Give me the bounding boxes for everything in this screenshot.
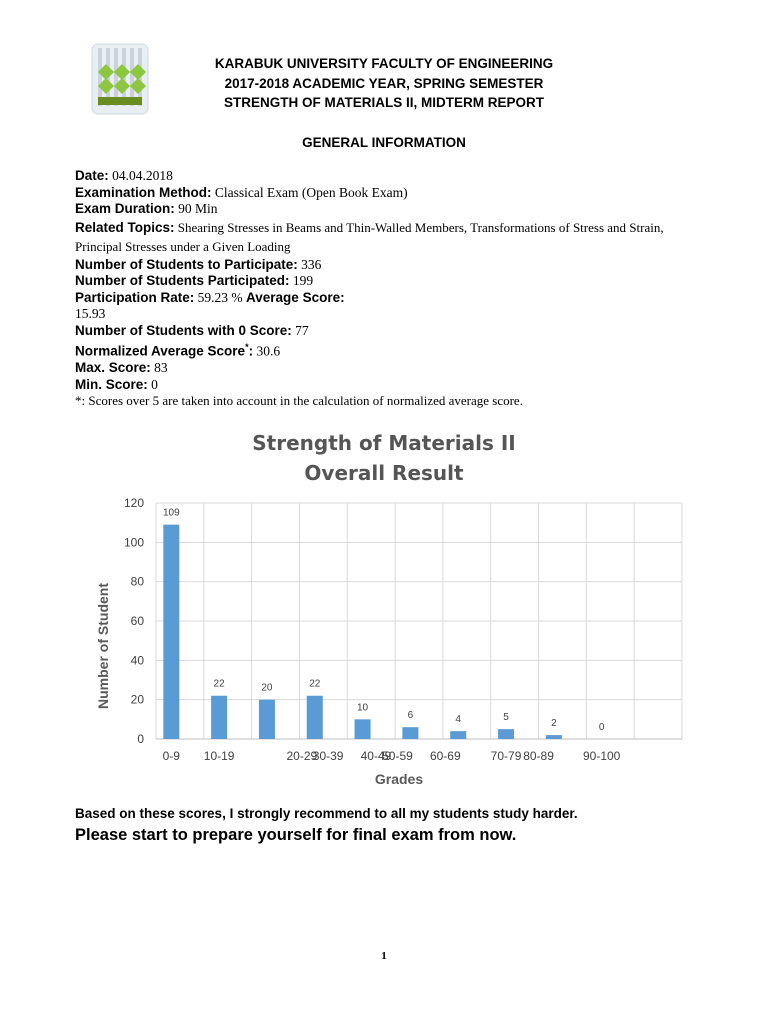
- document-header: [150, 54, 618, 113]
- x-tick-label: 40-49: [360, 749, 392, 763]
- topics-label: Related Topics:: [75, 219, 175, 235]
- x-tick-label: 10-19: [203, 749, 235, 763]
- x-tick-label: 30-39: [312, 749, 344, 763]
- avg-value-row: [75, 306, 690, 323]
- bar: [498, 729, 514, 739]
- norm-star: *: [245, 342, 249, 352]
- norm-value: 30.6: [256, 343, 281, 359]
- min-label: Min. Score:: [75, 376, 148, 392]
- y-axis-title: Number of Student: [95, 583, 111, 709]
- method-value: Classical Exam (Open Book Exam): [214, 184, 408, 200]
- participated-value: 199: [292, 273, 314, 288]
- bar: [402, 727, 418, 739]
- y-tick-label: 80: [130, 574, 144, 589]
- y-tick-label: 0: [137, 732, 144, 746]
- bar-value-label: 4: [455, 714, 461, 726]
- x-tick-label: 60-69: [429, 749, 461, 763]
- min-value: 0: [151, 376, 158, 392]
- bar: [307, 696, 323, 739]
- duration-row: [75, 201, 690, 218]
- to-participate-row: [75, 257, 690, 274]
- bar-value-label: 0: [598, 722, 605, 733]
- bar-value-label: 5: [503, 712, 509, 724]
- avg-label: Average Score:: [246, 289, 345, 305]
- header-report-title: STRENGTH OF MATERIALS II, MIDTERM REPORT: [224, 95, 544, 110]
- to-participate-label: Number of Students to Participate:: [75, 256, 298, 272]
- norm-colon: :: [248, 343, 254, 359]
- bar-value-label: 109: [162, 507, 180, 519]
- max-value: 83: [154, 360, 168, 375]
- zero-row: [75, 323, 690, 340]
- final-exam-notice: Please start to prepare yourself for final exam from now.: [75, 826, 517, 844]
- footnote: *: Scores over 5 are taken into account in the calculation of normalized average score.: [75, 393, 523, 408]
- x-tick-label: 70-79: [490, 749, 522, 763]
- bar-value-label: 22: [309, 678, 321, 690]
- x-tick-label: 0-9: [162, 749, 180, 763]
- x-axis-title: Grades: [374, 771, 424, 787]
- x-tick-label: 20-29: [286, 749, 318, 763]
- topics-row: [75, 218, 690, 257]
- x-tick-label: 50-59: [382, 749, 413, 763]
- max-label: Max. Score:: [75, 360, 151, 375]
- bar: [355, 719, 371, 739]
- y-tick-label: 120: [123, 496, 144, 510]
- max-row: [75, 360, 690, 377]
- rate-label: Participation Rate:: [75, 289, 195, 305]
- to-participate-value: 336: [301, 256, 322, 272]
- y-tick-label: 20: [130, 692, 144, 707]
- header-academic-year: 2017-2018 ACADEMIC YEAR, SPRING SEMESTER: [224, 75, 544, 91]
- duration-label: Exam Duration:: [75, 201, 175, 216]
- avg-value: 15.93: [75, 306, 106, 321]
- bar: [450, 731, 466, 739]
- y-tick-label: 100: [123, 535, 144, 550]
- bar-value-label: 10: [357, 702, 369, 714]
- recommendation-text: Based on these scores, I strongly recommend to all my students study harder.: [75, 806, 578, 821]
- bar-value-label: 22: [213, 678, 225, 690]
- participated-label: Number of Students Participated:: [75, 273, 290, 288]
- zero-label: Number of Students with 0 Score:: [75, 322, 292, 338]
- bar: [211, 696, 227, 739]
- rate-value: 59.23 %: [197, 289, 243, 305]
- method-row: [75, 185, 690, 202]
- section-title: GENERAL INFORMATION: [302, 135, 466, 150]
- date-row: [75, 168, 690, 185]
- norm-label: Normalized Average Score: [75, 343, 246, 359]
- x-tick-label: 90-100: [582, 749, 621, 763]
- y-tick-label: 40: [130, 653, 144, 668]
- norm-row: [75, 339, 690, 360]
- y-tick-label: 60: [130, 614, 144, 628]
- topics-value: Shearing Stresses in Beams and Thin-Walled Members, Transformations of Stress and Strain, Principal Stresses under a Given Loading: [75, 219, 664, 254]
- x-tick-label: 80-89: [523, 749, 554, 763]
- bar: [163, 525, 179, 739]
- header-university: KARABUK UNIVERSITY FACULTY OF ENGINEERING: [214, 56, 554, 71]
- bar-value-label: 20: [261, 682, 273, 694]
- bar: [546, 735, 562, 739]
- min-row: [75, 377, 690, 394]
- bar-value-label: 6: [407, 710, 414, 722]
- chart-title-line2: Overall Result: [304, 461, 464, 485]
- duration-value: 90 Min: [178, 201, 218, 216]
- general-information: [75, 168, 690, 409]
- chart-title-line1: Strength of Materials II: [252, 431, 516, 455]
- bar-value-label: 2: [551, 718, 557, 730]
- date-label: Date:: [75, 168, 109, 183]
- university-logo: [84, 42, 156, 116]
- date-value: 04.04.2018: [112, 168, 173, 183]
- page-number: 1: [381, 950, 387, 962]
- rate-row: [75, 290, 690, 307]
- bar: [259, 700, 275, 739]
- grades-bar-chart: [90, 490, 690, 790]
- participated-row: [75, 273, 690, 290]
- zero-value: 77: [295, 322, 309, 338]
- method-label: Examination Method:: [75, 184, 212, 200]
- chart-title: [0, 428, 768, 488]
